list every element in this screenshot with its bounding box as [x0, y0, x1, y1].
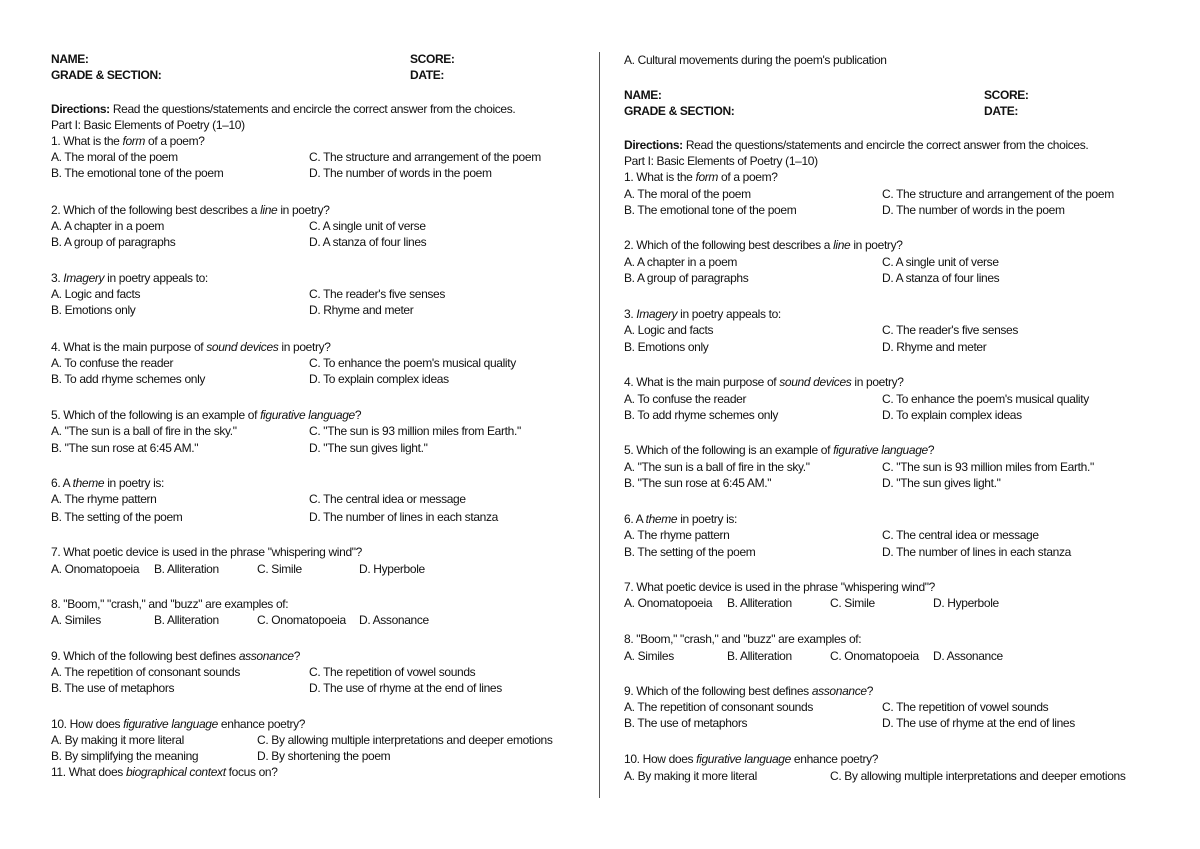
question-stem: 4. What is the main purpose of sound devices in poetry? — [624, 375, 904, 389]
choice-c[interactable]: C. A single unit of verse — [882, 255, 999, 269]
question-stem: 7. What poetic device is used in the phrase "whispering wind"? — [624, 580, 936, 594]
choice-d[interactable]: D. The number of lines in each stanza — [882, 545, 1071, 559]
choice-b[interactable]: B. The setting of the poem — [51, 510, 183, 524]
choice-c[interactable]: C. The central idea or message — [309, 492, 466, 506]
directions — [51, 102, 515, 117]
question-stem: 5. Which of the following is an example of figurative language? — [624, 443, 935, 457]
choice-c[interactable]: C. "The sun is 93 million miles from Earth." — [309, 424, 521, 438]
choice-a[interactable]: A. Onomatopoeia — [51, 562, 140, 576]
choice-d[interactable]: D. The number of lines in each stanza — [309, 510, 498, 524]
choice-c[interactable]: C. By allowing multiple interpretations and deeper emotions — [257, 733, 553, 747]
choice-a[interactable]: A. "The sun is a ball of fire in the sky." — [51, 424, 237, 438]
choice-d[interactable]: D. A stanza of four lines — [882, 271, 1000, 285]
directions-text: Read the questions/statements and encircle the correct answer from the choices. — [685, 138, 1089, 152]
question-stem: 1. What is the form of a poem? — [51, 134, 205, 148]
choice-d[interactable]: D. Assonance — [933, 649, 1003, 663]
choice-a[interactable]: A. Logic and facts — [624, 323, 714, 337]
question-stem: 2. Which of the following best describes a line in poetry? — [624, 238, 903, 252]
choice-b[interactable]: B. A group of paragraphs — [624, 271, 749, 285]
question-stem: 2. Which of the following best describes a line in poetry? — [51, 203, 330, 217]
question-stem: 5. Which of the following is an example of figurative language? — [51, 408, 362, 422]
choice-a[interactable]: A. Onomatopoeia — [624, 596, 713, 610]
choice-c[interactable]: C. The repetition of vowel sounds — [882, 700, 1049, 714]
directions-label: Directions: — [51, 102, 110, 116]
choice-d[interactable]: D. Hyperbole — [933, 596, 999, 610]
choice-b[interactable]: B. By simplifying the meaning — [51, 749, 199, 763]
choice-c[interactable]: C. The reader's five senses — [309, 287, 446, 301]
choice-a[interactable]: A. The repetition of consonant sounds — [624, 700, 813, 714]
choice-a[interactable]: A. Similes — [624, 649, 674, 663]
name-label: NAME: — [624, 88, 662, 102]
choice-a[interactable]: A. By making it more literal — [624, 769, 757, 783]
question-stem: 6. A theme in poetry is: — [51, 476, 165, 490]
grade-section-label: GRADE & SECTION: — [624, 104, 735, 118]
choice-b[interactable]: B. To add rhyme schemes only — [51, 372, 206, 386]
question-stem: 7. What poetic device is used in the phrase "whispering wind"? — [51, 545, 363, 559]
choice-c[interactable]: C. Simile — [257, 562, 302, 576]
choice-d[interactable]: D. "The sun gives light." — [882, 476, 1001, 490]
name-label: NAME: — [51, 52, 89, 66]
choice-b[interactable]: B. Alliteration — [154, 613, 219, 627]
choice-c[interactable]: C. By allowing multiple interpretations and deeper emotions — [830, 769, 1126, 783]
choice-b[interactable]: B. Alliteration — [727, 649, 792, 663]
directions-label: Directions: — [624, 138, 683, 152]
question-stem: 4. What is the main purpose of sound devices in poetry? — [51, 340, 331, 354]
choice-d[interactable]: D. Rhyme and meter — [882, 340, 987, 354]
choice-d[interactable]: D. The number of words in the poem — [309, 166, 492, 180]
choice-d[interactable]: D. "The sun gives light." — [309, 441, 428, 455]
choice-d[interactable]: D. By shortening the poem — [257, 749, 391, 763]
part-title: Part I: Basic Elements of Poetry (1–10) — [624, 154, 818, 168]
directions-text: Read the questions/statements and encircle the correct answer from the choices. — [112, 102, 516, 116]
choice-b[interactable]: B. The use of metaphors — [624, 716, 748, 730]
question-stem: 8. "Boom," "crash," and "buzz" are examples of: — [624, 632, 862, 646]
choice-b[interactable]: B. Alliteration — [154, 562, 219, 576]
question-stem: 10. How does figurative language enhance poetry? — [624, 752, 879, 766]
question-stem: 3. Imagery in poetry appeals to: — [624, 307, 781, 321]
choice-c[interactable]: C. A single unit of verse — [309, 219, 426, 233]
choice-c[interactable]: C. Simile — [830, 596, 875, 610]
choice-b[interactable]: B. Emotions only — [51, 303, 136, 317]
choice-d[interactable]: D. To explain complex ideas — [309, 372, 449, 386]
choice-d[interactable]: D. To explain complex ideas — [882, 408, 1022, 422]
grade-section-label: GRADE & SECTION: — [51, 68, 162, 82]
choice-d[interactable]: D. Rhyme and meter — [309, 303, 414, 317]
part-title: Part I: Basic Elements of Poetry (1–10) — [51, 118, 245, 132]
choice-a[interactable]: A. The moral of the poem — [624, 187, 751, 201]
choice-c[interactable]: C. To enhance the poem's musical quality — [882, 392, 1089, 406]
choice-b[interactable]: B. Emotions only — [624, 340, 709, 354]
choice-b[interactable]: B. Alliteration — [727, 596, 792, 610]
choice-c[interactable]: C. Onomatopoeia — [830, 649, 919, 663]
choice-c[interactable]: C. The central idea or message — [882, 528, 1039, 542]
choice-b[interactable]: B. "The sun rose at 6:45 AM." — [624, 476, 772, 490]
choice-d[interactable]: D. A stanza of four lines — [309, 235, 427, 249]
choice-c[interactable]: C. The structure and arrangement of the poem — [882, 187, 1114, 201]
choice-c[interactable]: C. The structure and arrangement of the poem — [309, 150, 541, 164]
date-label: DATE: — [410, 68, 445, 82]
choice-d[interactable]: D. The number of words in the poem — [882, 203, 1065, 217]
choice-c[interactable]: C. The reader's five senses — [882, 323, 1019, 337]
question-stem: 8. "Boom," "crash," and "buzz" are examples of: — [51, 597, 289, 611]
choice-a[interactable]: A. A chapter in a poem — [624, 255, 738, 269]
choice-a[interactable]: A. The rhyme pattern — [51, 492, 157, 506]
choice-a[interactable]: A. The rhyme pattern — [624, 528, 730, 542]
choice-b[interactable]: B. The setting of the poem — [624, 545, 756, 559]
column-divider — [599, 52, 600, 798]
choice-c[interactable]: C. The repetition of vowel sounds — [309, 665, 476, 679]
question-stem: 1. What is the form of a poem? — [624, 170, 778, 184]
choice-b[interactable]: B. "The sun rose at 6:45 AM." — [51, 441, 199, 455]
score-label: SCORE: — [984, 88, 1029, 102]
choice-a[interactable]: A. A chapter in a poem — [51, 219, 165, 233]
carryover-choice[interactable]: A. Cultural movements during the poem's publication — [624, 53, 887, 67]
choice-d[interactable]: D. The use of rhyme at the end of lines — [882, 716, 1075, 730]
choice-a[interactable]: A. The repetition of consonant sounds — [51, 665, 240, 679]
choice-b[interactable]: B. A group of paragraphs — [51, 235, 176, 249]
question-stem: 3. Imagery in poetry appeals to: — [51, 271, 208, 285]
choice-a[interactable]: A. To confuse the reader — [51, 356, 174, 370]
question-stem: 10. How does figurative language enhance poetry? — [51, 717, 306, 731]
choice-c[interactable]: C. Onomatopoeia — [257, 613, 346, 627]
question-stem: 9. Which of the following best defines assonance? — [51, 649, 301, 663]
choice-a[interactable]: A. To confuse the reader — [624, 392, 747, 406]
choice-a[interactable]: A. By making it more literal — [51, 733, 184, 747]
question-stem: 6. A theme in poetry is: — [624, 512, 738, 526]
choice-c[interactable]: C. "The sun is 93 million miles from Earth." — [882, 460, 1094, 474]
choice-a[interactable]: A. The moral of the poem — [51, 150, 178, 164]
question-stem: 11. What does biographical context focus on? — [51, 765, 278, 779]
choice-a[interactable]: A. "The sun is a ball of fire in the sky." — [624, 460, 810, 474]
choice-b[interactable]: B. The use of metaphors — [51, 681, 175, 695]
choice-a[interactable]: A. Similes — [51, 613, 101, 627]
choice-c[interactable]: C. To enhance the poem's musical quality — [309, 356, 516, 370]
directions — [624, 138, 1088, 153]
choice-d[interactable]: D. The use of rhyme at the end of lines — [309, 681, 502, 695]
choice-d[interactable]: D. Hyperbole — [359, 562, 425, 576]
choice-b[interactable]: B. To add rhyme schemes only — [624, 408, 779, 422]
choice-b[interactable]: B. The emotional tone of the poem — [51, 166, 224, 180]
choice-a[interactable]: A. Logic and facts — [51, 287, 141, 301]
choice-b[interactable]: B. The emotional tone of the poem — [624, 203, 797, 217]
choice-d[interactable]: D. Assonance — [359, 613, 429, 627]
score-label: SCORE: — [410, 52, 455, 66]
date-label: DATE: — [984, 104, 1019, 118]
question-stem: 9. Which of the following best defines assonance? — [624, 684, 874, 698]
